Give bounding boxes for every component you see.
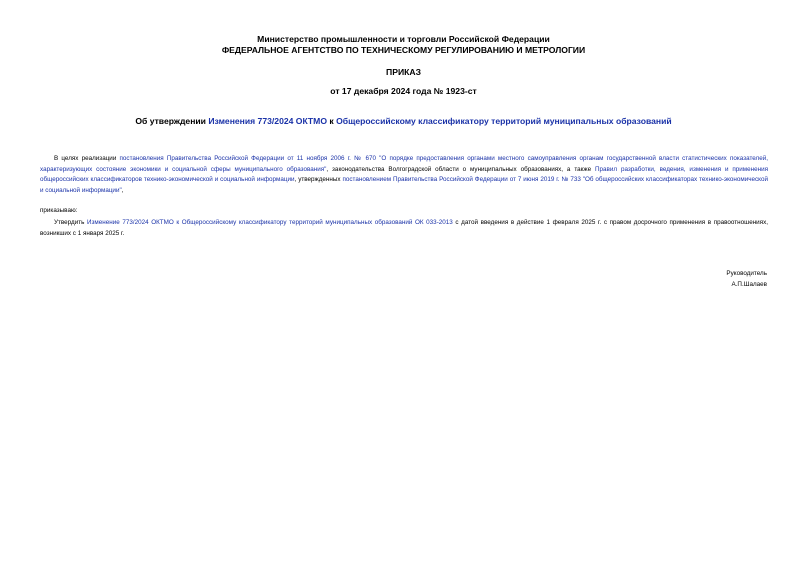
link-resolution-733[interactable]: постановлением Правительства Российской Федерации от 7 июня 2019 г. № 733 "Об общероссийских классификаторах технико-экономической и социальной информации" [40, 176, 769, 194]
title-prefix: Об утверждении [135, 116, 209, 126]
order-word: приказываю: [40, 207, 78, 214]
link-resolution-670[interactable]: постановления Правительства Российской Федерации от 11 ноября 2006 г. № 670 "О порядке предоставления органами местного самоуправления органам государственной власти статистических показателей, характеризующих состояние экономики и социальной сферы муниципального образования" [40, 155, 768, 173]
order-paragraph [40, 218, 768, 239]
preamble-paragraph [40, 154, 768, 196]
document-type: ПРИКАЗ [386, 67, 421, 77]
link-classifier-rules[interactable]: Правил разработки, ведения, изменения и применения общероссийских классификаторов технико-экономической и социальной информации [40, 165, 769, 184]
order-text-2: с датой введения в действие 1 февраля 2025 г. с правом досрочного применения в правоотношениях, возникших с 1 января 2025 г. [40, 219, 768, 237]
title-mid: к [327, 116, 337, 126]
preamble-text-4: , [121, 186, 124, 194]
signatory-position: Руководитель [726, 270, 767, 277]
ministry-name: Министерство промышленности и торговли Российской Федерации [257, 34, 550, 44]
signatory-name: А.П.Шалаев [731, 281, 767, 288]
preamble-text-2: , законодательства Волгоградской области о муниципальных образованиях, а также [326, 165, 596, 173]
title-link-classifier[interactable]: Общероссийскому классификатору территорий муниципальных образований [336, 116, 672, 126]
title-link-amendment[interactable]: Изменения 773/2024 ОКТМО [208, 116, 328, 126]
agency-name: ФЕДЕРАЛЬНОЕ АГЕНТСТВО ПО ТЕХНИЧЕСКОМУ РЕГУЛИРОВАНИЮ И МЕТРОЛОГИИ [221, 45, 586, 55]
link-amendment-773[interactable]: Изменение 773/2024 ОКТМО к Общероссийскому классификатору территорий муниципальных образований ОК 033-2013 [87, 219, 453, 226]
order-text-1: Утвердить [54, 219, 87, 226]
document-title [0, 116, 807, 127]
preamble-text-1: В целях реализации [54, 155, 120, 162]
document-date-number: от 17 декабря 2024 года № 1923-ст [330, 86, 477, 96]
preamble-text-3: , утвержденных [294, 176, 343, 184]
